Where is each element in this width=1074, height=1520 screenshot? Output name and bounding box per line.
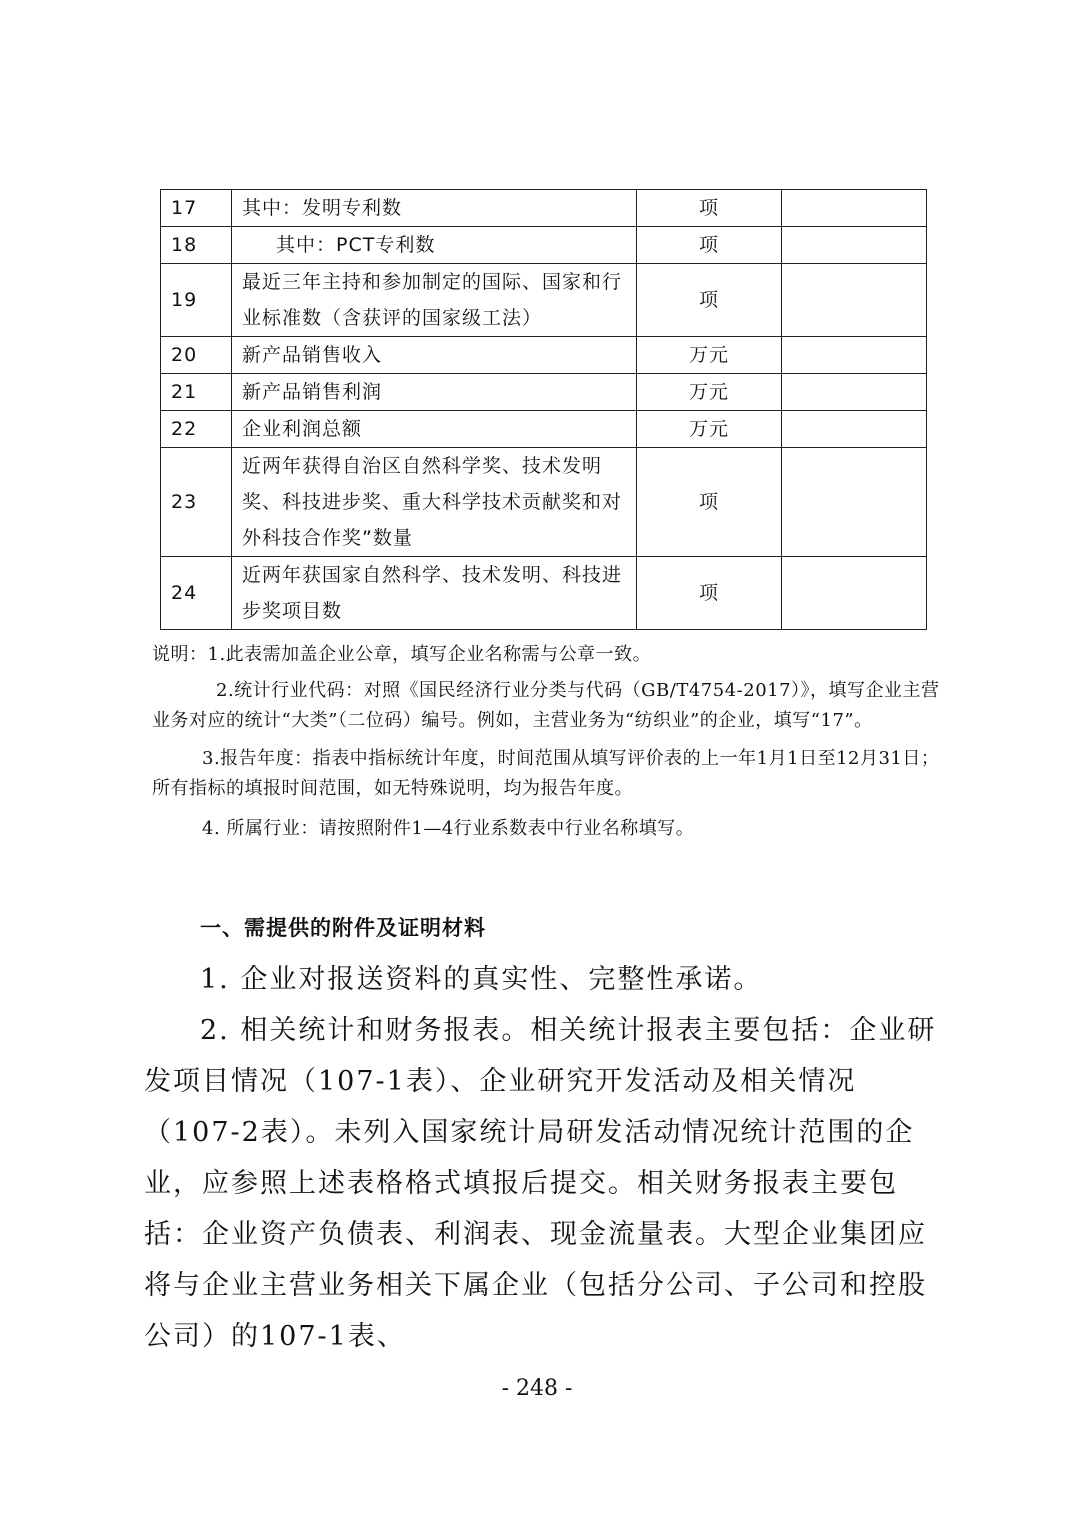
row-unit: 项 (637, 448, 782, 557)
row-unit: 项 (637, 557, 782, 630)
row-value-cell (782, 448, 927, 557)
row-value-cell (782, 411, 927, 448)
row-value-cell (782, 374, 927, 411)
row-item: 近两年获得自治区自然科学奖、技术发明奖、科技进步奖、重大科学技术贡献奖和对外科技合作奖”数量 (232, 448, 637, 557)
row-number: 22 (161, 411, 232, 448)
row-number: 17 (161, 190, 232, 227)
table-notes (152, 640, 942, 844)
table-row (161, 448, 927, 557)
page-number: - 248 - (501, 1376, 573, 1401)
row-item: 新产品销售利润 (232, 374, 637, 411)
row-number: 20 (161, 337, 232, 374)
table-row (161, 557, 927, 630)
row-item: 近两年获国家自然科学、技术发明、科技进步奖项目数 (232, 557, 637, 630)
table-row (161, 374, 927, 411)
row-value-cell (782, 227, 927, 264)
row-number: 21 (161, 374, 232, 411)
indicator-table (160, 189, 927, 630)
indicator-table-container (160, 189, 926, 630)
table-row (161, 190, 927, 227)
row-unit: 万元 (637, 337, 782, 374)
paragraph-1: 1. 企业对报送资料的真实性、完整性承诺。 (200, 964, 763, 995)
row-value-cell (782, 337, 927, 374)
row-value-cell (782, 190, 927, 227)
row-item: 新产品销售收入 (232, 337, 637, 374)
row-number: 23 (161, 448, 232, 557)
row-value-cell (782, 557, 927, 630)
note-3: 3.报告年度：指表中指标统计年度，时间范围从填写评价表的上一年1月1日至12月31日；所有指标的填报时间范围，如无特殊说明，均为报告年度。 (152, 748, 940, 799)
table-row (161, 264, 927, 337)
paragraph-2: 2. 相关统计和财务报表。相关统计报表主要包括：企业研发项目情况（107-1表）、企业研究开发活动及相关情况（107-2表）。未列入国家统计局研发活动情况统计范围的企业，应参照上述表格格式填报后提交。相关财务报表主要包括：企业资产负债表、利润表、现金流量表。大型企业集团应将与企业主营业务相关下属企业（包括分公司、子公司和控股公司）的107-1表、 (144, 1015, 937, 1352)
row-value-cell (782, 264, 927, 337)
table-row (161, 227, 927, 264)
row-unit: 万元 (637, 411, 782, 448)
row-item: 其中：发明专利数 (232, 190, 637, 227)
row-unit: 项 (637, 227, 782, 264)
row-unit: 项 (637, 264, 782, 337)
note-4: 4. 所属行业：请按照附件1—4行业系数表中行业名称填写。 (202, 818, 695, 839)
note-1: 说明：1.此表需加盖企业公章，填写企业名称需与公章一致。 (152, 644, 652, 665)
body-text (144, 954, 944, 1362)
note-2: 2.统计行业代码：对照《国民经济行业分类与代码（GB/T4754-2017）》，填写企业主营业务对应的统计“大类”（二位码）编号。例如，主营业务为“纺织业”的企业，填写“17”。 (152, 680, 940, 731)
row-item: 最近三年主持和参加制定的国际、国家和行业标准数（含获评的国家级工法） (232, 264, 637, 337)
table-row (161, 337, 927, 374)
row-item: 企业利润总额 (232, 411, 637, 448)
row-unit: 项 (637, 190, 782, 227)
row-unit: 万元 (637, 374, 782, 411)
row-number: 24 (161, 557, 232, 630)
section-heading: 一、需提供的附件及证明材料 (200, 916, 486, 940)
table-row (161, 411, 927, 448)
row-number: 19 (161, 264, 232, 337)
row-number: 18 (161, 227, 232, 264)
row-item: 其中：PCT专利数 (232, 227, 637, 264)
